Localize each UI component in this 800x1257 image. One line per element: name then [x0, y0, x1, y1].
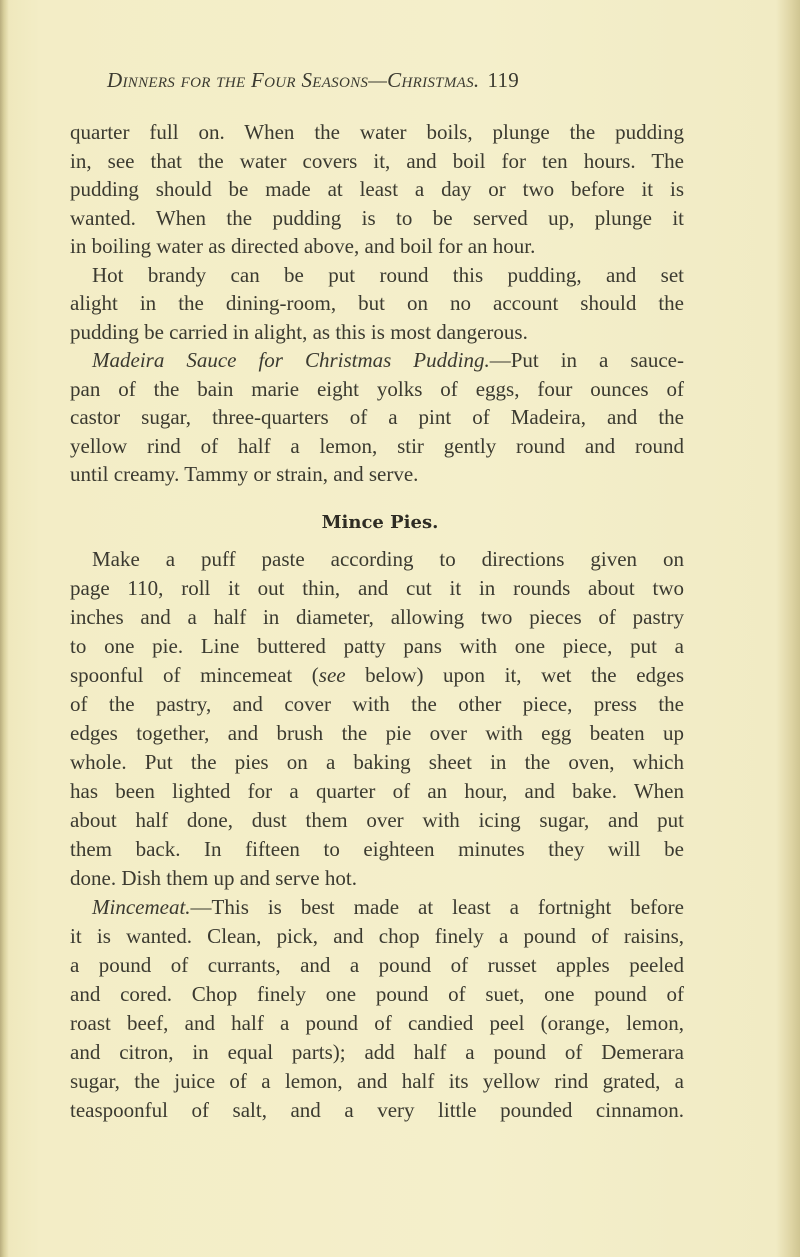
text-line: pudding be carried in alight, as this is most dangerous.: [70, 319, 528, 344]
text-line: done. Dish them up and serve hot.: [70, 866, 357, 890]
text-line: roast beef, and half a pound of candied peel (orange, lemon,: [70, 1011, 684, 1035]
text-line: in boiling water as directed above, and boil for an hour.: [70, 234, 536, 258]
text-line: of the pastry, and cover with the other piece, press the: [70, 692, 684, 716]
mincemeat-title: Mincemeat.: [92, 895, 191, 919]
text-line: them back. In fifteen to eighteen minutes they will be: [70, 837, 684, 861]
running-header: [107, 68, 687, 93]
text-line: pudding should be made at least a day or two before it is: [70, 177, 684, 201]
text-line: castor sugar, three-quarters of a pint of Madeira, and the: [70, 405, 684, 429]
text-line: [70, 661, 684, 690]
page-number: 119: [487, 68, 520, 92]
text-line: it is wanted. Clean, pick, and chop finely a pound of raisins,: [70, 924, 684, 948]
text-line: sugar, the juice of a lemon, and half its yellow rind grated, a: [70, 1069, 684, 1093]
text-line: [70, 893, 684, 922]
pudding-text: [70, 118, 684, 489]
sauce-text: —Put in a sauce-: [489, 348, 684, 372]
sauce-title: Madeira Sauce for Christmas Pudding.: [92, 348, 490, 372]
text-fragment: below) upon it, wet the edges: [345, 663, 685, 687]
text-line: to one pie. Line buttered patty pans with one piece, put a: [70, 634, 684, 658]
section-heading: Mince Pies.: [321, 512, 439, 533]
text-line: edges together, and brush the pie over with egg beaten up: [70, 721, 684, 745]
text-line: and citron, in equal parts); add half a pound of Demerara: [70, 1040, 684, 1064]
text-line: in, see that the water covers it, and boil for ten hours. The: [70, 148, 684, 173]
text-line: and cored. Chop finely one pound of suet, one pound of: [70, 982, 684, 1006]
text-line: wanted. When the pudding is to be served up, plunge it: [70, 205, 684, 230]
text-line: about half done, dust them over with icing sugar, and put: [70, 808, 684, 832]
text-line: alight in the dining-room, but on no account should the: [70, 291, 684, 315]
mince-pies-text: [70, 545, 684, 1125]
text-line: Make a puff paste according to directions given on: [92, 547, 684, 571]
text-line: teaspoonful of salt, and a very little pounded cinnamon.: [70, 1098, 684, 1122]
running-title: Dinners for the Four Seasons—Christmas.: [107, 68, 480, 92]
text-line: pan of the bain marie eight yolks of eggs, four ounces of: [70, 376, 684, 401]
text-line: a pound of currants, and a pound of russet apples peeled: [70, 953, 684, 977]
text-line: quarter full on. When the water boils, plunge the pudding: [70, 120, 684, 144]
text-fragment: spoonful of mincemeat (: [70, 663, 319, 687]
text-line: has been lighted for a quarter of an hour, and bake. When: [70, 779, 684, 803]
text-line: [70, 346, 684, 375]
text-line: page 110, roll it out thin, and cut it in rounds about two: [70, 576, 684, 600]
text-line: Hot brandy can be put round this pudding, and set: [92, 262, 684, 287]
see-word: see: [318, 663, 346, 687]
text-line: inches and a half in diameter, allowing two pieces of pastry: [70, 605, 684, 629]
text-line: whole. Put the pies on a baking sheet in the oven, which: [70, 750, 684, 774]
text-line: until creamy. Tammy or strain, and serve.: [70, 462, 419, 486]
mincemeat-text: —This is best made at least a fortnight before: [190, 895, 684, 919]
text-line: yellow rind of half a lemon, stir gently round and round: [70, 433, 684, 458]
